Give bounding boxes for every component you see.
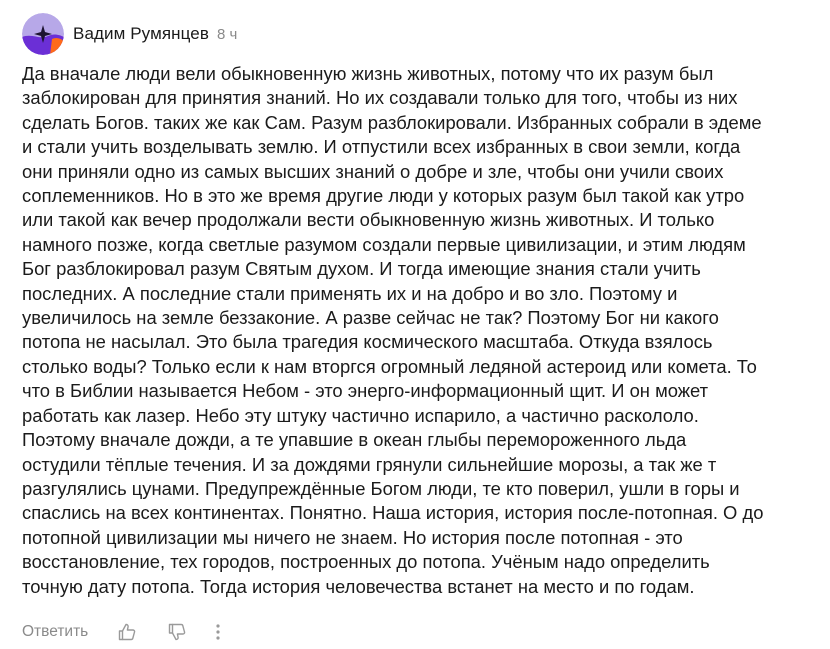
thumbs-down-icon xyxy=(167,622,187,642)
comment-text xyxy=(22,62,826,599)
comment-text-line: они приняли одно из самых высших знаний о добре и зле, чтобы они учили своих xyxy=(22,160,724,182)
comment-text-line: восстановление, тех городов, построенных до потопа. Учёным надо определить xyxy=(22,551,710,573)
comment-text-line: столько воды? Только если к нам вторгся огромный ледяной астероид или комета. То xyxy=(22,355,757,377)
comment-text-line: остудили тёплые течения. И за дождями грянули сильнейшие морозы, а так же т xyxy=(22,453,717,475)
comment-text-line: увеличилось на земле беззаконие. А разве сейчас не так? Поэтому Бог ни какого xyxy=(22,307,719,329)
comment-text-line: Поэтому вначале дожди, а те упавшие в океан глыбы перемороженного льда xyxy=(22,429,687,451)
comment-text-line: разгулялись цунами. Предупреждённые Богом люди, те кто поверил, ушли в горы и xyxy=(22,477,740,499)
comment-text-line: или такой как вечер продолжали вести обыкновенную жизнь животных. И только xyxy=(22,209,715,231)
comment-text-line: точную дату потопа. Тогда история человечества встанет на место и по годам. xyxy=(22,575,695,597)
avatar[interactable] xyxy=(22,13,64,55)
comment-text-line: спаслись на всех континентах. Понятно. Наша история, история после-потопная. О до xyxy=(22,502,764,524)
comment-time: 8 ч xyxy=(216,25,238,43)
comment-text-line: намного позже, когда светлые разумом создали первые цивилизации, и этим людям xyxy=(22,233,746,255)
comment-text-line: Бог разблокировал разум Святым духом. И тогда имеющие знания стали учить xyxy=(22,258,701,280)
comment-text-line: сделать Богов. таких же как Сам. Разум разблокировали. Избранных собрали в эдеме xyxy=(22,111,762,133)
author-name[interactable]: Вадим Румянцев xyxy=(73,24,209,43)
comment-text-line: и стали учить возделывать землю. И отпустили всех избранных в свои земли, когда xyxy=(22,136,741,158)
dislike-button[interactable] xyxy=(167,622,187,642)
thumbs-up-icon xyxy=(117,622,137,642)
comment-text-line: потопа не насылал. Это была трагедия космического масштаба. Откуда взялось xyxy=(22,331,713,353)
comment-text-line: что в Библии называется Небом - это энерго-информационный щит. И он может xyxy=(22,380,709,402)
avatar-sparkle-icon xyxy=(22,13,64,55)
comment-text-line: потопной цивилизации мы ничего не знаем. Но история после потопная - это xyxy=(22,526,683,548)
comment-text-line: работать как лазер. Небо эту штуку частично испарило, а частично раскололо. xyxy=(22,404,699,426)
reply-button[interactable]: Ответить xyxy=(22,623,89,640)
comment-text-line: соплеменников. Но в это же время другие люди у которых разум был такой как утро xyxy=(22,185,745,207)
more-button[interactable] xyxy=(214,622,222,642)
comment-text-line: заблокирован для принятия знаний. Но их создавали только для того, чтобы из них xyxy=(22,87,738,109)
comment-text-line: последних. А последние стали применять их и на добро и во зло. Поэтому и xyxy=(22,282,678,304)
more-vertical-icon xyxy=(214,622,222,642)
like-button[interactable] xyxy=(117,622,137,642)
comment-text-line: Да вначале люди вели обыкновенную жизнь животных, потому что их разум был xyxy=(22,63,714,84)
comment-actions xyxy=(22,618,222,646)
comment-header xyxy=(22,13,237,55)
